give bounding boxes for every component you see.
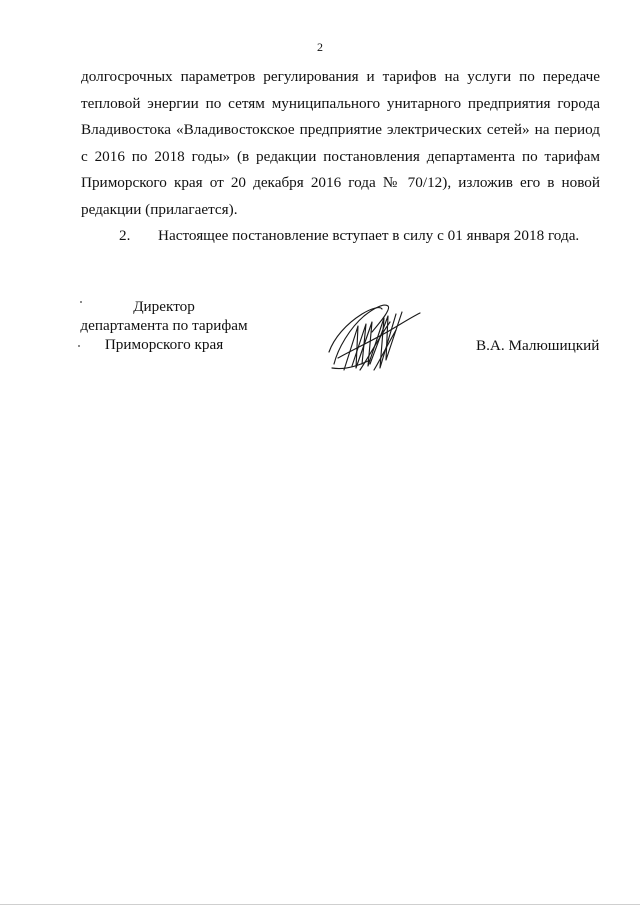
signer-title-line-3: Приморского края xyxy=(104,336,224,353)
continuation-paragraph: долгосрочных параметров регулирования и тарифов на услуги по передаче тепловой энергии по сетям муниципального унитарного предприятия города Владивостока «Владивостокское предприятие электрических сетей» на период с 2016 по 2018 годы» (в редакции постановления департамента по тарифам Приморского края от 20 декабря 2016 года № 70/12), изложив его в новой редакции (прилагается). xyxy=(81,68,600,218)
signer-title-line-2: департамента по тарифам xyxy=(80,317,248,334)
document-body xyxy=(81,64,600,250)
item-2-paragraph xyxy=(81,223,600,250)
signer-title xyxy=(78,297,250,354)
scan-speck xyxy=(80,301,82,303)
signer-name: В.А. Малюшицкий xyxy=(476,337,600,354)
handwritten-signature-icon xyxy=(324,300,424,374)
page-number: 2 xyxy=(317,40,323,54)
item-2-text: Настоящее постановление вступает в силу с 01 января 2018 года. xyxy=(158,227,580,244)
item-2-number: 2. xyxy=(119,227,131,244)
signature-block xyxy=(0,297,640,387)
scan-speck xyxy=(78,345,80,347)
signer-title-line-1: Директор xyxy=(133,298,195,315)
